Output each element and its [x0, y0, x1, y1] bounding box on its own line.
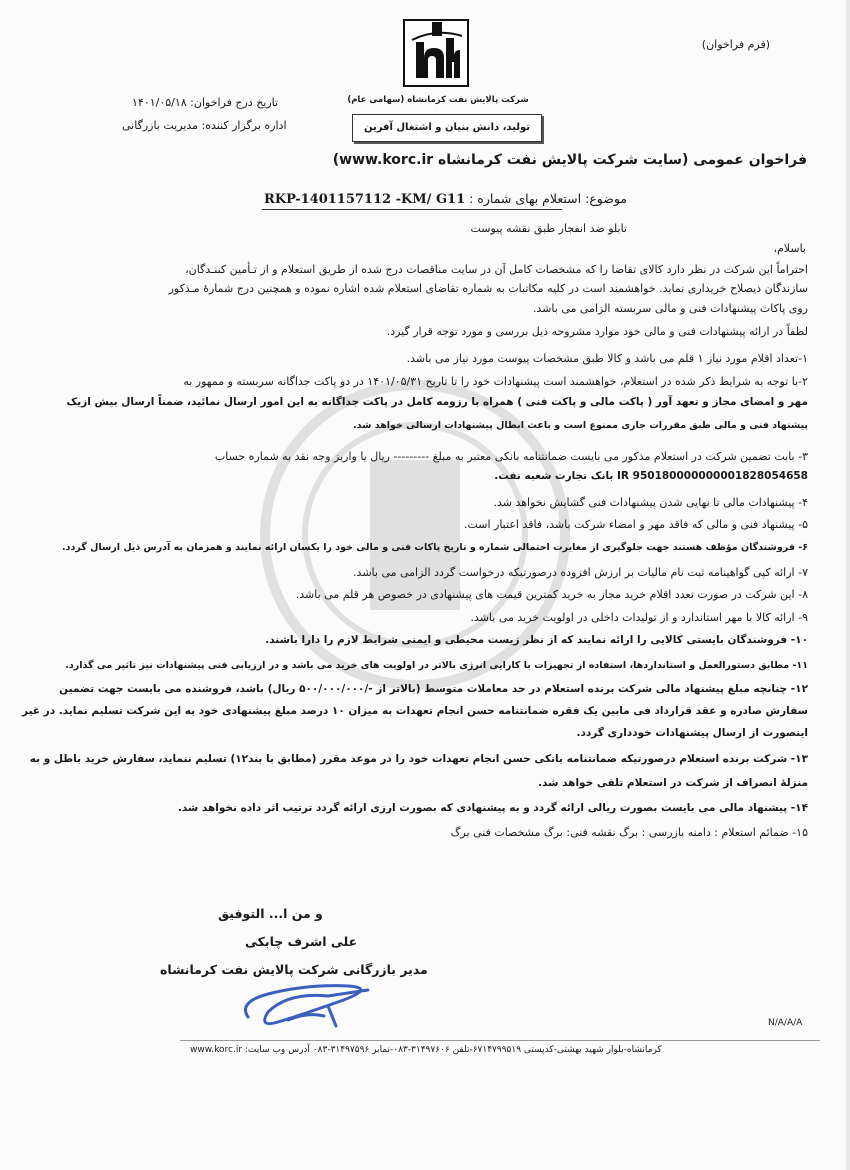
footer-address: کرمانشاه-بلوار شهید بهشتی-کدپستی ۶۷۱۴۷۹۹۵۱۹-تلفن ۳۱۴۹۷۶۰۶-۰۸۳-نمابر ۳۱۴۹۷۵۹۶-۰۸۳ آدرس وب سایت: www.korc.ir	[190, 1045, 662, 1055]
list-item: اینصورت از ارسال پیشنهادات خودداری گردد.	[576, 727, 808, 739]
list-item: ۱-تعداد اقلام مورد نیاز ۱ قلم می باشد و کالا طبق مشخصات پیوست مورد نیاز می باشد.	[406, 352, 808, 365]
list-item: ۱۲- چنانچه مبلغ پیشنهاد مالی شرکت برنده استعلام در حد معاملات متوسط (بالاتر از -/۵۰۰/۰۰۰/۰۰۰ ریال) باشد، فروشنده می بایست جهت تضمین	[59, 683, 808, 695]
list-item: IR 950180000000001828054658 بانک تجارت شعبه نفت.	[494, 470, 808, 482]
form-type-label: (فرم فراخوان)	[701, 38, 770, 51]
intro-line: لطفاً در ارائه پیشنهادات فنی و مالی خود موارد مشروحه ذیل بررسی و مورد توجه قرار گیرد.	[386, 325, 808, 338]
list-item: ۲-با توجه به شرایط ذکر شده در استعلام، خواهشمند است پیشنهادات خود را تا تاریخ ۱۴۰۱/۰۵/۳۱ در دو پاکت جداگانه سربسته و ممهور به	[183, 375, 808, 388]
list-item: سفارش صادره و عقد قرارداد فی مابین یک فقره ضمانتنامه حسن انجام تعهدات به میزان ۱۰ درصد مبلغ پیشنهادی خود به این شرکت تسلیم نماید. در غیر	[22, 705, 808, 717]
signatory-name: علی اشرف چابکی	[245, 934, 358, 949]
organizing-office: اداره برگزار کننده: مدیریت بازرگانی	[122, 119, 287, 132]
list-item: ۵- پیشنهاد فنی و مالی که فاقد مهر و امضاء شرکت باشد، فاقد اعتبار است.	[463, 518, 808, 531]
list-item: ۱۱- مطابق دستورالعمل و استانداردها، استفاده از تجهیزات با کارایی انرژی بالاتر در اولویت های خرید می باشد و در ارزیابی فنی پیشنهادات نیز تاثیر می گذارد.	[65, 660, 808, 671]
announcement-date: تاریخ درج فراخوان: ۱۴۰۱/۰۵/۱۸	[132, 96, 279, 109]
list-item: ۱۰- فروشندگان بایستی کالایی را ارائه نمایند که از نظر زیست محیطی و ایمنی شرایط لازم را دارا باشند.	[265, 634, 808, 646]
page-title: فراخوان عمومی (سایت شرکت پالایش نفت کرمانشاه www.korc.ir)	[332, 152, 807, 168]
subject-underline	[262, 209, 562, 210]
intro-line: احتراماً این شرکت در نظر دارد کالای تقاضا را که مشخصات کامل آن در سایت مناقصات درج شده از طریق استعلام و از تـأمین کننـدگان،	[185, 263, 808, 276]
company-tagline: تولید، دانش بنیان و اشتغال آفرین	[352, 114, 542, 142]
list-item: ۱۳- شرکت برنده استعلام درصورتیکه ضمانتنامه بانکی حسن انجام تعهدات خود را در موعد مقرر (مطابق با بند۱۲) تسلیم ننماید، سفارش خرید باطل و به	[29, 753, 808, 765]
greeting: باسلام،	[773, 242, 806, 255]
page-edge	[846, 0, 850, 1170]
list-item: ۱۵- ضمائم استعلام : دامنه بازرسی : برگ نقشه فنی: برگ مشخصات فنی برگ	[450, 826, 808, 839]
subject-line	[264, 191, 627, 207]
inquiry-code: RKP-1401157112 -KM/ G11	[264, 192, 466, 207]
signature-icon	[228, 972, 388, 1042]
signatory-title: مدیر بازرگانی شرکت پالایش نفت کرمانشاه	[160, 962, 428, 977]
intro-line: روی پاکات پیشنهادات فنی و مالی سربسته الزامی می باشد.	[532, 302, 808, 315]
company-name: شرکت پالایش نفت کرمانشاه (سهامی عام)	[347, 95, 529, 105]
intro-line: سازندگان ذیصلاح خریداری نماید. خواهشمند است در کلیه مکاتبات به شماره تقاضای استعلام شده اشاره نموده و همچنین درج شمارهٔ مـذکور	[168, 282, 808, 295]
list-item: ۱۴- پیشنهاد مالی می بایست بصورت ریالی ارائه گردد و به پیشنهادی که بصورت ارزی ارائه گردد ترتیب اثر داده نخواهد شد.	[177, 802, 808, 814]
list-item: ۴- پیشنهادات مالی تا نهایی شدن پیشنهادات فنی گشایش نخواهد شد.	[493, 496, 808, 509]
subject-prefix: موضوع: استعلام بهای شماره :	[469, 191, 627, 206]
list-item: مهر و امضای مجاز و تعهد آور ( پاکت مالی و پاکت فنی ) همراه با رزومه کامل در پاکت جداگانه به این امور ارسال نمائید، ضمناً ارسال بیش ازیک	[66, 396, 808, 408]
list-item: ۷- ارائه کپی گواهینامه ثبت نام مالیات بر ارزش افزوده درصورتیکه درخواست گردد الزامی می باشد.	[353, 566, 808, 579]
list-item: ۹- ارائه کالا با مهر استاندارد و از تولیدات داخلی در اولویت خرید می باشد.	[470, 611, 808, 624]
list-item: ۳- بابت تضمین شرکت در استعلام مذکور می بایست ضمانتنامه بانکی معتبر به مبلغ --------- ریال یا واریز وجه نقد به شماره حساب	[214, 450, 808, 463]
closing-phrase: و من ا... التوفیق	[218, 906, 323, 921]
footer-divider	[180, 1040, 820, 1041]
list-item: منزلهٔ انصراف از شرکت در استعلام تلقی خواهد شد.	[538, 777, 808, 789]
list-item: ۶- فروشندگان مؤظف هستند جهت جلوگیری از مغایرت احتمالی شماره و تاریخ پاکات فنی و مالی خود را یکسان ارائه نمایند و همزمان به آدرس ذیل ارسال گردد.	[62, 542, 808, 553]
list-item: ۸- این شرکت در صورت تعدد اقلام خرید مجاز به خرید کمترین قیمت های پیشنهادی در خصوص هر قلم می باشد.	[295, 588, 808, 601]
refinery-logo-icon	[402, 18, 470, 88]
document-reference: N/A/A/A	[768, 1018, 803, 1028]
subject-title: تابلو ضد انفجار طبق نقشه پیوست	[470, 222, 627, 235]
list-item: پیشنهاد فنی و مالی طبق مقررات جاری ممنوع است و باعث ابطال پیشنهادات ارسالی خواهد شد.	[352, 420, 808, 431]
